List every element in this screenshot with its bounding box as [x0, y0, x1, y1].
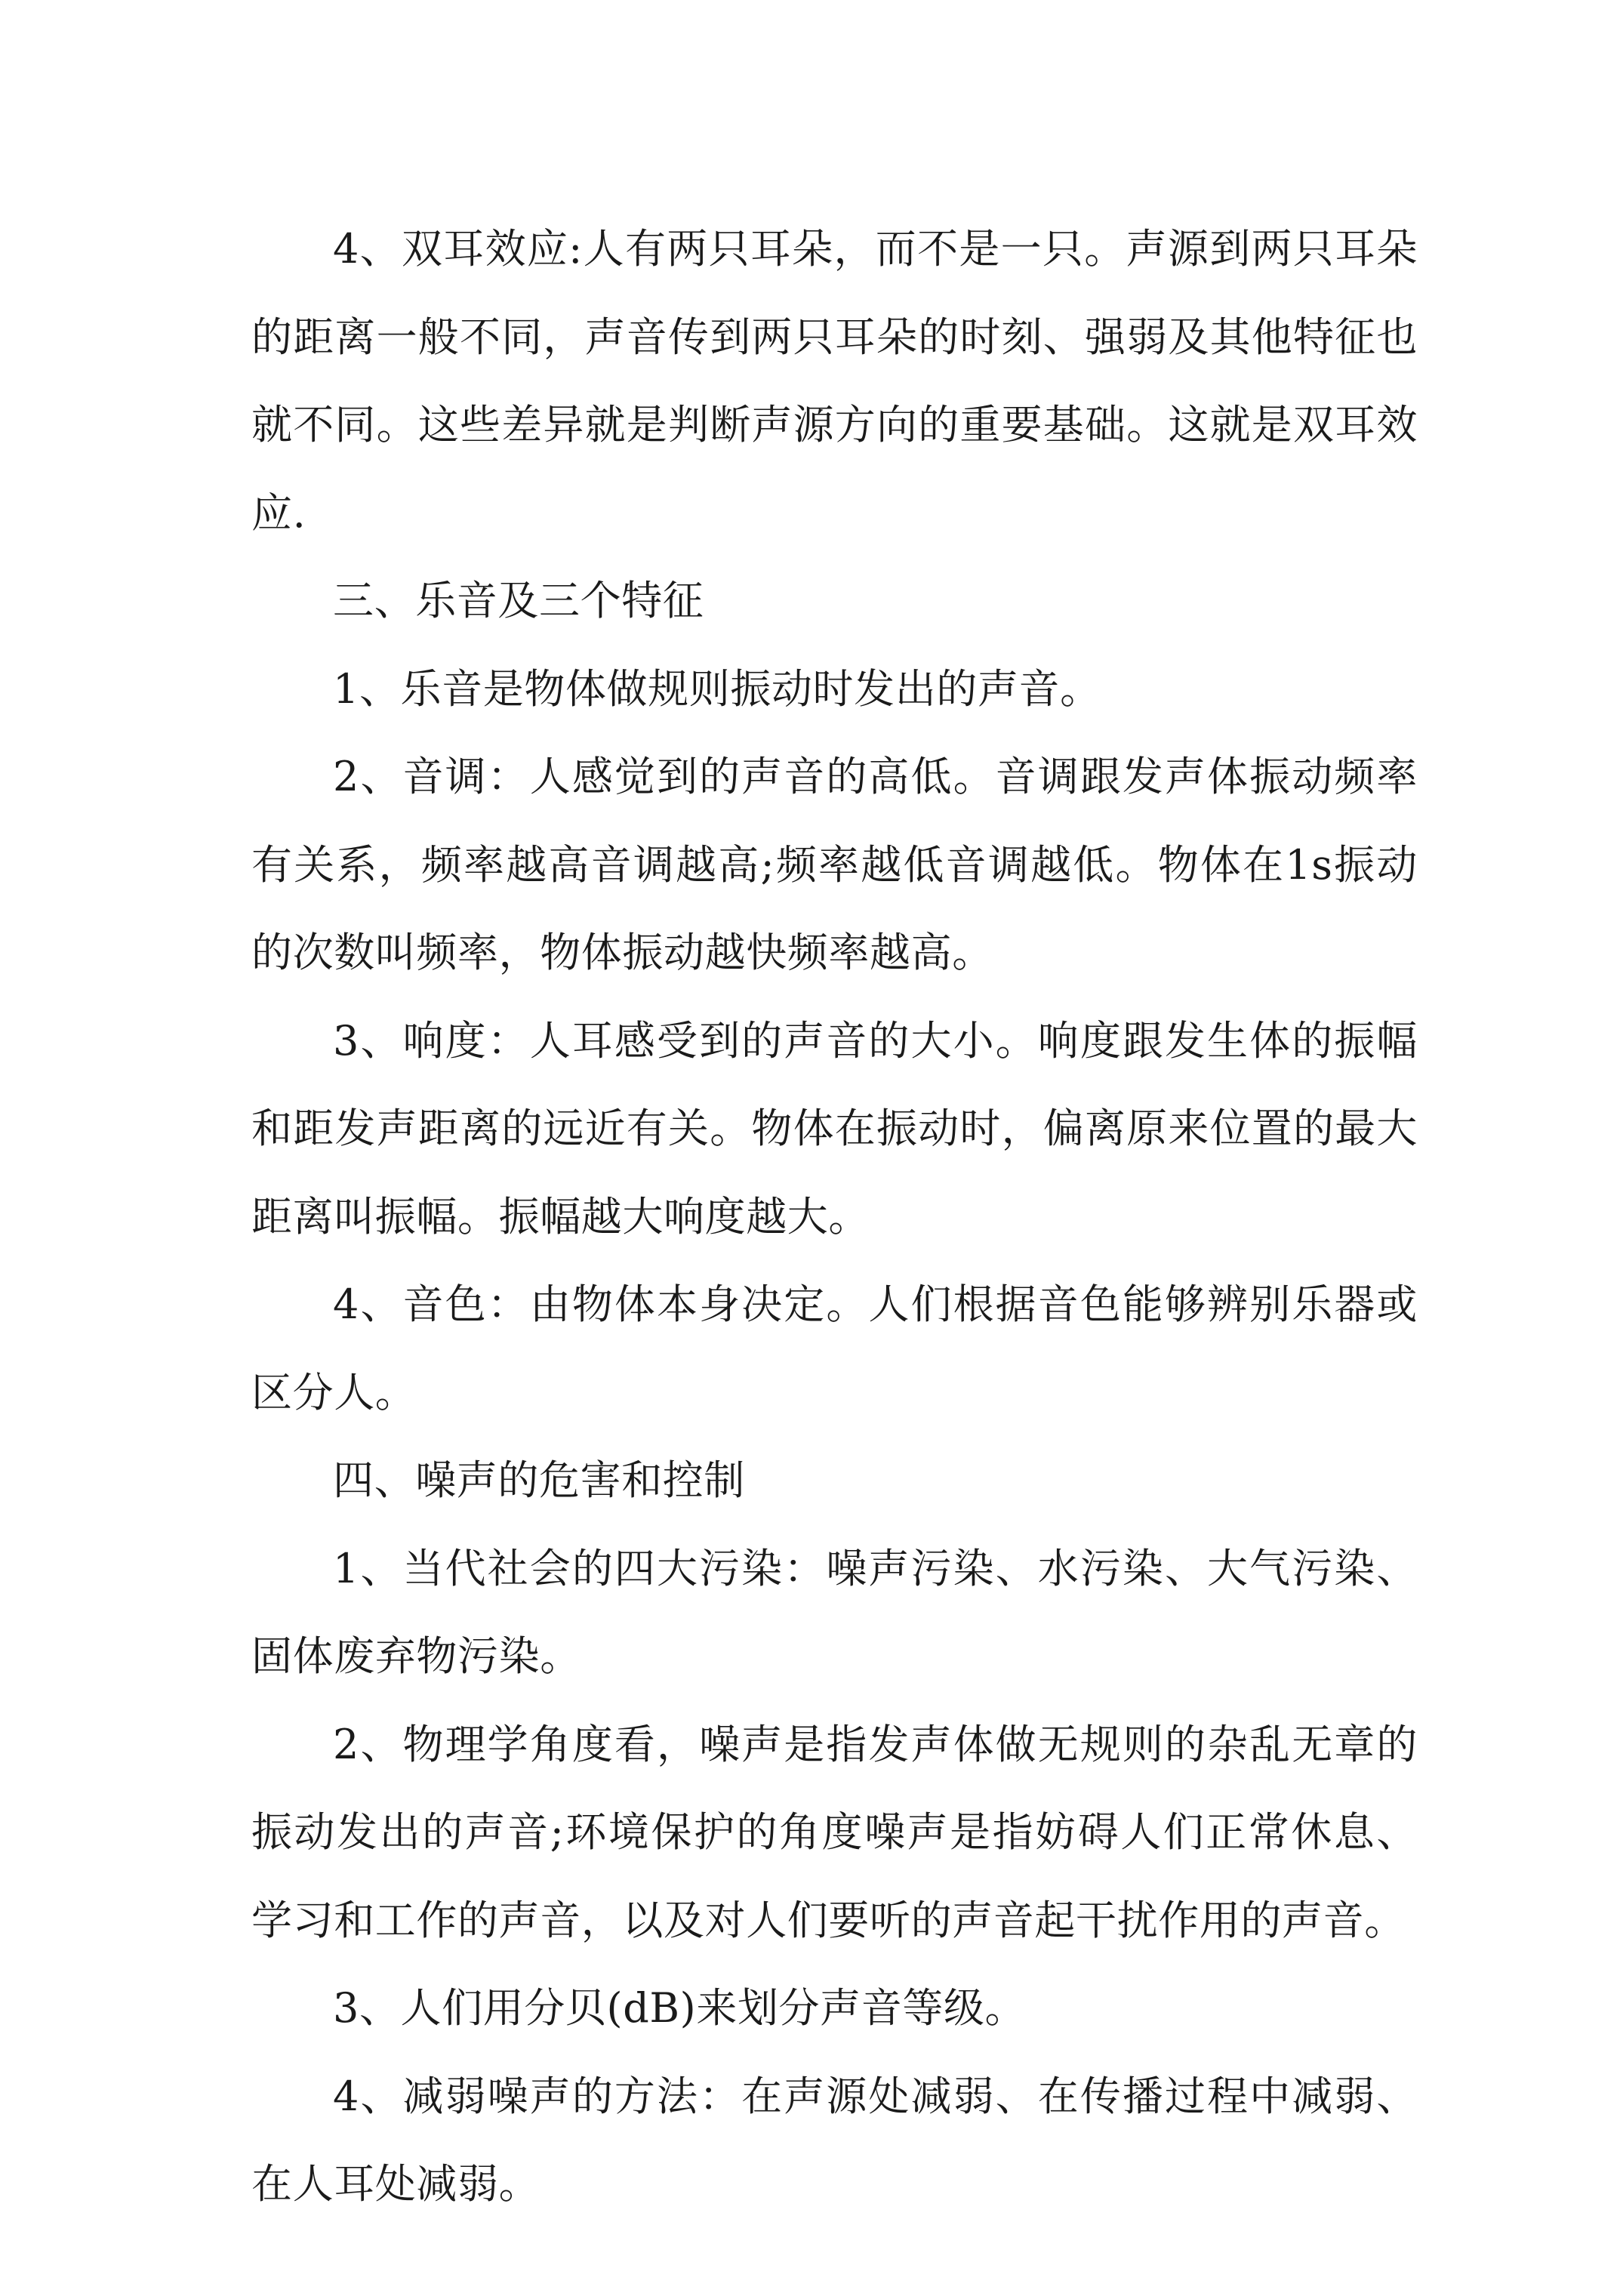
heading-musical-tone: 三、乐音及三个特征	[333, 577, 704, 624]
paragraph-binaural-effect: 4、双耳效应:人有两只耳朵，而不是一只。声源到两只耳朵的距离一般不同，声音传到两只耳朵的时刻、强弱及其他特征也就不同。这些差异就是判断声源方向的重要基础。这就是双耳效应.	[251, 225, 1418, 537]
paragraph-noise-reduction: 4、减弱噪声的方法：在声源处减弱、在传播过程中减弱、在人耳处减弱。	[251, 2072, 1418, 2208]
document-body	[251, 205, 1418, 2229]
paragraph-noise-definition: 2、物理学角度看，噪声是指发声体做无规则的杂乱无章的振动发出的声音;环境保护的角度噪声是指妨碍人们正常休息、学习和工作的声音，以及对人们要听的声音起干扰作用的声音。	[251, 1720, 1418, 1944]
paragraph-four-pollutions: 1、当代社会的四大污染：噪声污染、水污染、大气污染、固体废弃物污染。	[251, 1544, 1418, 1680]
paragraph-musical-tone-definition: 1、乐音是物体做规则振动时发出的声音。	[333, 664, 1101, 713]
paragraph-timbre: 4、音色：由物体本身决定。人们根据音色能够辨别乐器或区分人。	[251, 1281, 1418, 1416]
paragraph-loudness: 3、响度：人耳感受到的声音的大小。响度跟发生体的振幅和距发声距离的远近有关。物体在振动时，偏离原来位置的最大距离叫振幅。振幅越大响度越大。	[251, 1016, 1418, 1240]
paragraph-decibel: 3、人们用分贝(dB)来划分声音等级。	[333, 1984, 1027, 2032]
paragraph-pitch: 2、音调：人感觉到的声音的高低。音调跟发声体振动频率有关系，频率越高音调越高;频率越低音调越低。物体在1s振动的次数叫频率，物体振动越快频率越高。	[251, 753, 1418, 976]
heading-noise-control: 四、噪声的危害和控制	[333, 1456, 745, 1504]
